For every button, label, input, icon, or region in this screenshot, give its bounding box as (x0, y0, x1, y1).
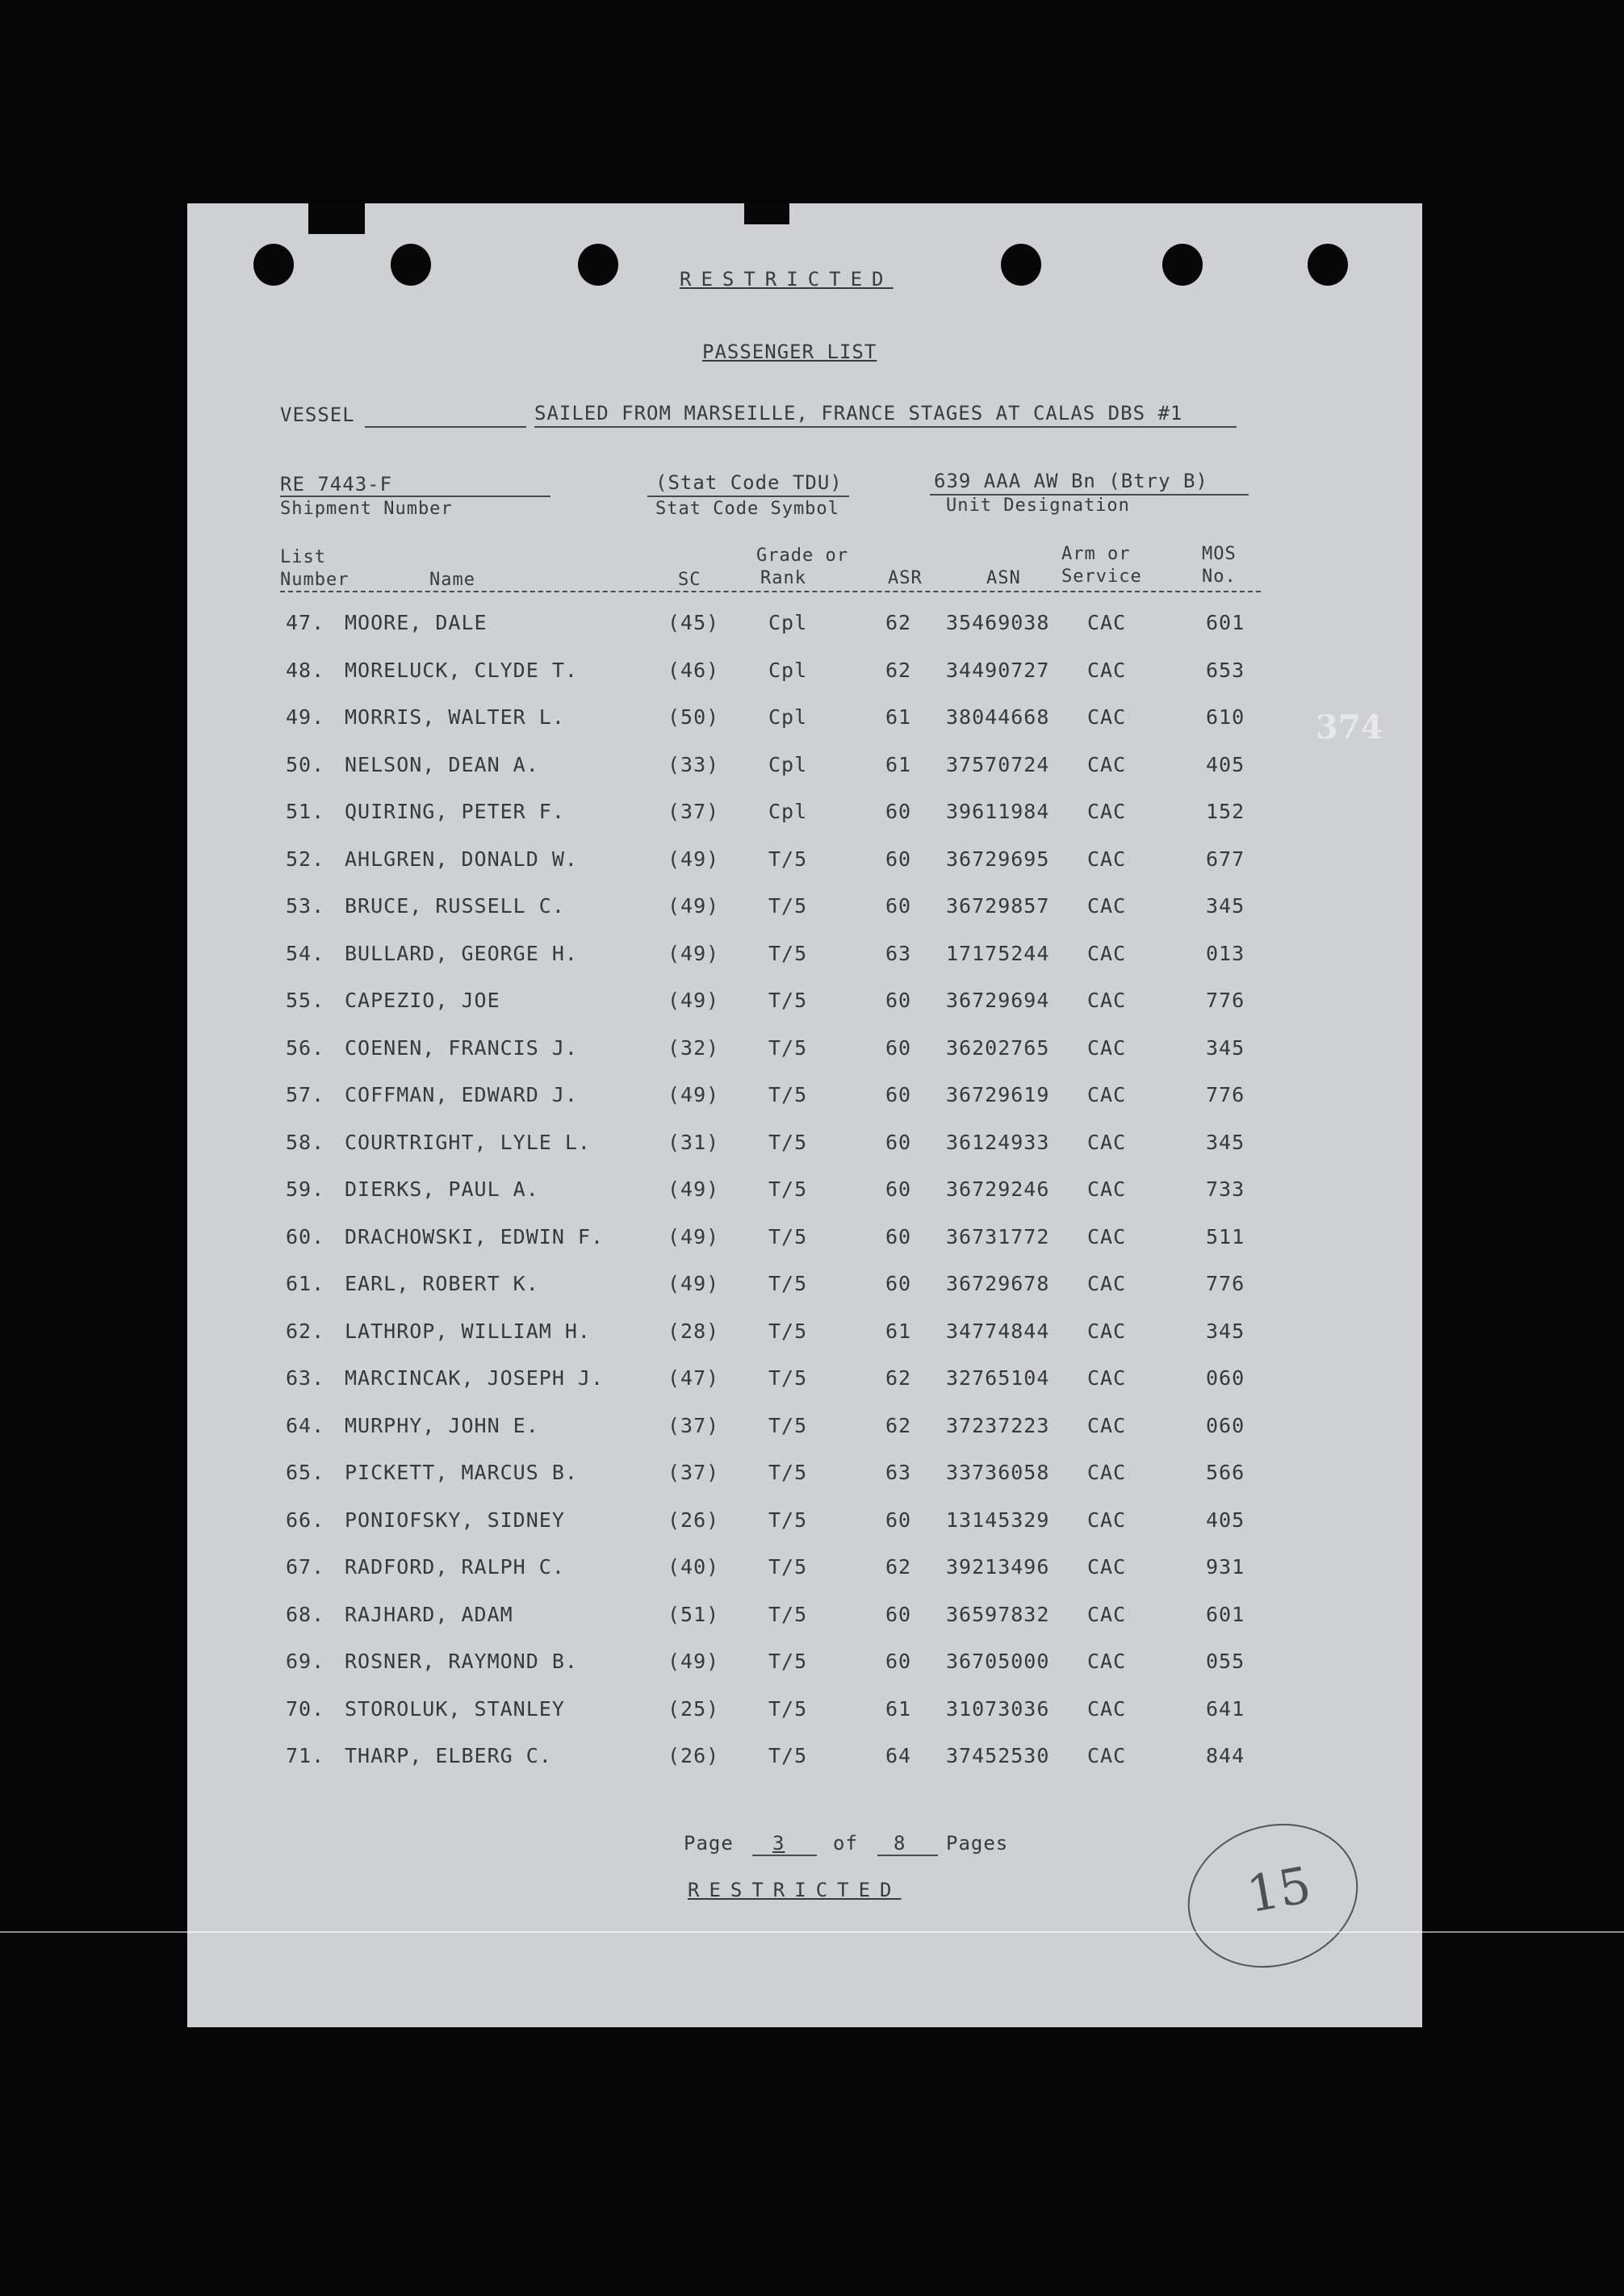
cell-arm: CAC (1087, 894, 1127, 918)
cell-asr: 62 (885, 1413, 912, 1437)
cell-asr: 60 (885, 1177, 912, 1201)
circled-number: 15 (1242, 1855, 1316, 1925)
cell-mos: 931 (1206, 1555, 1245, 1579)
sailed-from: SAILED FROM MARSEILLE, FRANCE STAGES AT CALAS DBS #1 (534, 402, 1183, 424)
cell-grade: T/5 (768, 1413, 808, 1437)
table-row (187, 705, 1422, 738)
cell-grade: T/5 (768, 1083, 808, 1106)
table-row (187, 1744, 1422, 1776)
cell-name: LATHROP, WILLIAM H. (345, 1319, 591, 1343)
cell-num: 68. (286, 1602, 325, 1626)
table-row (187, 1319, 1422, 1352)
cell-arm: CAC (1087, 1177, 1127, 1201)
page-number-rule (752, 1855, 817, 1856)
cell-mos: 653 (1206, 658, 1245, 682)
cell-name: RAJHARD, ADAM (345, 1602, 513, 1626)
punch-hole (1001, 244, 1041, 286)
cell-grade: T/5 (768, 1224, 808, 1248)
cell-sc: (40) (668, 1555, 720, 1579)
cell-asr: 62 (885, 611, 912, 634)
cell-num: 60. (286, 1224, 325, 1248)
cell-sc: (26) (668, 1508, 720, 1532)
document-page (187, 203, 1422, 2027)
table-row (187, 1366, 1422, 1399)
col-asr: ASR (888, 568, 923, 588)
cell-mos: 345 (1206, 1130, 1245, 1154)
cell-sc: (46) (668, 658, 720, 682)
cell-num: 57. (286, 1083, 325, 1106)
cell-num: 71. (286, 1744, 325, 1767)
punch-hole (578, 244, 618, 286)
cell-mos: 055 (1206, 1650, 1245, 1673)
cell-mos: 776 (1206, 989, 1245, 1012)
cell-sc: (49) (668, 941, 720, 965)
cell-num: 56. (286, 1035, 325, 1060)
table-row (187, 1225, 1422, 1257)
table-row (187, 1555, 1422, 1587)
cell-name: MORELUCK, CLYDE T. (345, 658, 578, 682)
cell-mos: 566 (1206, 1461, 1245, 1484)
cell-mos: 733 (1206, 1177, 1245, 1201)
cell-sc: (49) (668, 894, 720, 918)
col-list-number: List (280, 547, 326, 567)
cell-name: DIERKS, PAUL A. (345, 1177, 539, 1201)
cell-asn: 36705000 (946, 1650, 1050, 1673)
cell-name: EARL, ROBERT K. (345, 1272, 539, 1295)
cell-asn: 36729619 (946, 1083, 1050, 1106)
cell-asr: 62 (885, 1555, 912, 1579)
cell-name: STOROLUK, STANLEY (345, 1696, 565, 1721)
cell-grade: T/5 (768, 1602, 808, 1626)
cell-asr: 60 (885, 1602, 912, 1626)
unit-designation-value: 639 AAA AW Bn (Btry B) (934, 470, 1208, 492)
table-row (187, 1036, 1422, 1069)
cell-asn: 36202765 (946, 1035, 1050, 1060)
cell-mos: 345 (1206, 1035, 1245, 1060)
cell-grade: T/5 (768, 941, 808, 965)
cell-asn: 39611984 (946, 800, 1050, 823)
cell-sc: (37) (668, 800, 720, 823)
cell-asr: 60 (885, 1035, 912, 1060)
col-arm-service: Service (1061, 567, 1142, 587)
restricted-footer: RESTRICTED (688, 1879, 902, 1901)
cell-asr: 61 (885, 1319, 912, 1343)
cell-mos: 345 (1206, 894, 1245, 918)
cell-arm: CAC (1087, 705, 1127, 729)
cell-arm: CAC (1087, 1130, 1127, 1154)
cell-asr: 63 (885, 941, 912, 965)
cell-asn: 17175244 (946, 941, 1050, 965)
cell-asn: 34774844 (946, 1319, 1050, 1343)
cell-asn: 39213496 (946, 1555, 1050, 1579)
unit-designation-label: Unit Designation (946, 496, 1130, 516)
cell-num: 51. (286, 800, 325, 823)
cell-arm: CAC (1087, 989, 1127, 1012)
cell-asn: 36729857 (946, 894, 1050, 918)
cell-num: 47. (286, 611, 325, 634)
pages-label: Pages (946, 1832, 1009, 1855)
cell-arm: CAC (1087, 1602, 1127, 1626)
shipment-number-label: Shipment Number (280, 499, 453, 519)
cell-sc: (37) (668, 1413, 720, 1437)
cell-mos: 405 (1206, 752, 1245, 776)
cell-mos: 601 (1206, 1602, 1245, 1626)
table-row (187, 611, 1422, 643)
punch-hole (1162, 244, 1203, 286)
vessel-blank (365, 426, 526, 428)
col-name: Name (429, 570, 475, 590)
col-grade: Grade or (756, 546, 848, 566)
cell-num: 48. (286, 658, 325, 682)
cell-asn: 36124933 (946, 1130, 1050, 1154)
cell-sc: (25) (668, 1696, 720, 1721)
cell-grade: T/5 (768, 1177, 808, 1201)
cell-num: 67. (286, 1555, 325, 1579)
table-row (187, 942, 1422, 974)
cell-mos: 601 (1206, 611, 1245, 634)
cell-num: 58. (286, 1130, 325, 1154)
page-label: Page (684, 1832, 734, 1855)
cell-arm: CAC (1087, 1461, 1127, 1484)
cell-asr: 64 (885, 1744, 912, 1767)
cell-name: BULLARD, GEORGE H. (345, 941, 578, 965)
cell-grade: T/5 (768, 1696, 808, 1721)
table-row (187, 659, 1422, 691)
cell-grade: T/5 (768, 1650, 808, 1673)
cell-asr: 61 (885, 705, 912, 729)
cell-name: RADFORD, RALPH C. (345, 1555, 565, 1579)
cell-name: NELSON, DEAN A. (345, 752, 539, 776)
cell-name: BRUCE, RUSSELL C. (345, 894, 565, 918)
cell-asn: 35469038 (946, 611, 1050, 634)
shipment-number-rule (280, 496, 550, 497)
table-row (187, 1131, 1422, 1163)
cell-sc: (49) (668, 989, 720, 1012)
cell-num: 49. (286, 705, 325, 729)
table-row (187, 1697, 1422, 1729)
cell-asr: 60 (885, 1650, 912, 1673)
cell-asr: 60 (885, 894, 912, 918)
cell-arm: CAC (1087, 658, 1127, 682)
cell-asr: 61 (885, 752, 912, 776)
cell-arm: CAC (1087, 1035, 1127, 1060)
cell-asn: 36729678 (946, 1272, 1050, 1295)
cell-grade: Cpl (768, 611, 808, 634)
punch-hole (253, 244, 294, 286)
cell-arm: CAC (1087, 1366, 1127, 1390)
cell-num: 50. (286, 752, 325, 776)
table-row (187, 1414, 1422, 1446)
cell-asn: 32765104 (946, 1366, 1050, 1390)
cell-arm: CAC (1087, 1696, 1127, 1721)
cell-num: 63. (286, 1366, 325, 1390)
col-arm-service: Arm or (1061, 544, 1131, 564)
cell-grade: Cpl (768, 752, 808, 776)
table-row (187, 1461, 1422, 1493)
cell-asn: 36729246 (946, 1177, 1050, 1201)
restricted-header: RESTRICTED (680, 268, 894, 291)
cell-grade: T/5 (768, 1130, 808, 1154)
cell-asn: 37452530 (946, 1744, 1050, 1767)
cell-sc: (33) (668, 752, 720, 776)
document-title: PASSENGER LIST (702, 341, 877, 363)
cell-asr: 63 (885, 1461, 912, 1484)
cell-sc: (49) (668, 1650, 720, 1673)
cell-arm: CAC (1087, 1224, 1127, 1248)
page-total: 8 (894, 1832, 906, 1855)
cell-name: AHLGREN, DONALD W. (345, 847, 578, 871)
col-grade: Rank (760, 568, 806, 588)
page-total-rule (877, 1855, 938, 1856)
cell-mos: 641 (1206, 1696, 1245, 1721)
cell-asn: 31073036 (946, 1696, 1050, 1721)
cell-asn: 13145329 (946, 1508, 1050, 1532)
cell-name: PICKETT, MARCUS B. (345, 1461, 578, 1484)
col-list-number: Number (280, 570, 349, 590)
punch-hole (391, 244, 431, 286)
cell-num: 64. (286, 1413, 325, 1437)
cell-grade: T/5 (768, 1319, 808, 1343)
cell-arm: CAC (1087, 1555, 1127, 1579)
cell-asn: 36731772 (946, 1224, 1050, 1248)
punch-hole (1308, 244, 1348, 286)
of-label: of (833, 1832, 858, 1855)
cell-grade: T/5 (768, 1461, 808, 1484)
cell-sc: (45) (668, 611, 720, 634)
cell-arm: CAC (1087, 1319, 1127, 1343)
cell-grade: T/5 (768, 847, 808, 871)
cell-sc: (51) (668, 1602, 720, 1626)
cell-asn: 33736058 (946, 1461, 1050, 1484)
cell-asr: 62 (885, 1366, 912, 1390)
cell-name: COFFMAN, EDWARD J. (345, 1083, 578, 1106)
cell-asr: 60 (885, 800, 912, 823)
cell-asr: 60 (885, 1272, 912, 1295)
cell-asr: 60 (885, 847, 912, 871)
cell-name: MARCINCAK, JOSEPH J. (345, 1366, 605, 1390)
col-mos: MOS (1202, 544, 1237, 564)
cell-name: COENEN, FRANCIS J. (345, 1035, 578, 1060)
cell-arm: CAC (1087, 1744, 1127, 1767)
cell-sc: (49) (668, 1272, 720, 1295)
cell-mos: 610 (1206, 705, 1245, 729)
cell-num: 59. (286, 1177, 325, 1201)
cell-arm: CAC (1087, 1083, 1127, 1106)
table-row (187, 1177, 1422, 1210)
cell-mos: 345 (1206, 1319, 1245, 1343)
cell-num: 55. (286, 989, 325, 1012)
cell-sc: (26) (668, 1744, 720, 1767)
cell-arm: CAC (1087, 1272, 1127, 1295)
cell-name: ROSNER, RAYMOND B. (345, 1650, 578, 1673)
cell-name: QUIRING, PETER F. (345, 800, 565, 823)
table-row (187, 1650, 1422, 1682)
cell-mos: 060 (1206, 1366, 1245, 1390)
cell-sc: (49) (668, 1224, 720, 1248)
stamped-page-number: 374 (1316, 709, 1383, 747)
sailed-from-rule (534, 426, 1237, 428)
cell-num: 66. (286, 1508, 325, 1532)
cell-sc: (50) (668, 705, 720, 729)
cell-arm: CAC (1087, 1650, 1127, 1673)
cell-mos: 677 (1206, 847, 1245, 871)
cell-asr: 61 (885, 1696, 912, 1721)
cell-grade: T/5 (768, 1035, 808, 1060)
cell-grade: Cpl (768, 800, 808, 823)
cell-grade: T/5 (768, 1272, 808, 1295)
cell-grade: Cpl (768, 658, 808, 682)
cell-arm: CAC (1087, 611, 1127, 634)
cell-arm: CAC (1087, 1413, 1127, 1437)
cell-grade: T/5 (768, 1744, 808, 1767)
cell-arm: CAC (1087, 941, 1127, 965)
cell-name: MURPHY, JOHN E. (345, 1413, 539, 1437)
cell-mos: 776 (1206, 1083, 1245, 1106)
stat-code-rule (647, 496, 849, 497)
scan-artifact-line (0, 1931, 1624, 1933)
cell-asr: 60 (885, 1224, 912, 1248)
shipment-number-value: RE 7443-F (280, 473, 393, 496)
torn-edge (308, 203, 365, 234)
stat-code-value: (Stat Code TDU) (655, 471, 843, 494)
cell-asn: 38044668 (946, 705, 1050, 729)
cell-mos: 405 (1206, 1508, 1245, 1532)
table-row (187, 1603, 1422, 1635)
cell-asr: 60 (885, 1130, 912, 1154)
cell-grade: T/5 (768, 989, 808, 1012)
table-row (187, 989, 1422, 1021)
vessel-label: VESSEL (280, 404, 355, 426)
cell-num: 54. (286, 941, 325, 965)
cell-name: MORRIS, WALTER L. (345, 705, 565, 729)
cell-arm: CAC (1087, 847, 1127, 871)
col-mos: No. (1202, 567, 1237, 587)
cell-asr: 60 (885, 1508, 912, 1532)
cell-sc: (49) (668, 1083, 720, 1106)
cell-sc: (32) (668, 1035, 720, 1060)
cell-grade: T/5 (768, 1366, 808, 1390)
table-row (187, 894, 1422, 926)
cell-name: DRACHOWSKI, EDWIN F. (345, 1224, 605, 1248)
cell-mos: 511 (1206, 1224, 1245, 1248)
cell-name: CAPEZIO, JOE (345, 989, 500, 1012)
cell-sc: (47) (668, 1366, 720, 1390)
cell-sc: (49) (668, 847, 720, 871)
cell-sc: (37) (668, 1461, 720, 1484)
cell-grade: T/5 (768, 894, 808, 918)
cell-asn: 37237223 (946, 1413, 1050, 1437)
cell-arm: CAC (1087, 752, 1127, 776)
page-number: 3 (772, 1832, 785, 1855)
stat-code-label: Stat Code Symbol (655, 499, 839, 519)
cell-name: PONIOFSKY, SIDNEY (345, 1508, 565, 1532)
col-sc: SC (678, 570, 701, 590)
cell-asn: 36729694 (946, 989, 1050, 1012)
cell-sc: (31) (668, 1130, 720, 1154)
cell-num: 61. (286, 1272, 325, 1295)
cell-num: 70. (286, 1696, 325, 1721)
cell-mos: 013 (1206, 941, 1245, 965)
cell-grade: T/5 (768, 1508, 808, 1532)
cell-asn: 36729695 (946, 847, 1050, 871)
cell-name: MOORE, DALE (345, 611, 488, 634)
cell-sc: (28) (668, 1319, 720, 1343)
cell-num: 62. (286, 1319, 325, 1343)
cell-asn: 34490727 (946, 658, 1050, 682)
cell-arm: CAC (1087, 1508, 1127, 1532)
cell-name: COURTRIGHT, LYLE L. (345, 1130, 591, 1154)
cell-arm: CAC (1087, 800, 1127, 823)
cell-asn: 36597832 (946, 1602, 1050, 1626)
cell-mos: 844 (1206, 1744, 1245, 1767)
cell-asr: 62 (885, 658, 912, 682)
table-row (187, 753, 1422, 785)
table-row (187, 1508, 1422, 1541)
table-row (187, 1272, 1422, 1304)
cell-num: 53. (286, 894, 325, 918)
cell-sc: (49) (668, 1177, 720, 1201)
cell-num: 52. (286, 847, 325, 871)
cell-grade: T/5 (768, 1555, 808, 1579)
cell-num: 65. (286, 1461, 325, 1484)
cell-mos: 060 (1206, 1413, 1245, 1437)
header-dashed-rule (280, 591, 1261, 592)
table-row (187, 847, 1422, 880)
table-row (187, 800, 1422, 832)
cell-mos: 152 (1206, 800, 1245, 823)
cell-asr: 60 (885, 1083, 912, 1106)
cell-asr: 60 (885, 989, 912, 1012)
torn-edge (744, 203, 789, 224)
table-row (187, 1083, 1422, 1115)
cell-mos: 776 (1206, 1272, 1245, 1295)
cell-num: 69. (286, 1650, 325, 1673)
col-asn: ASN (986, 568, 1021, 588)
cell-name: THARP, ELBERG C. (345, 1744, 552, 1767)
cell-asn: 37570724 (946, 752, 1050, 776)
cell-grade: Cpl (768, 705, 808, 729)
